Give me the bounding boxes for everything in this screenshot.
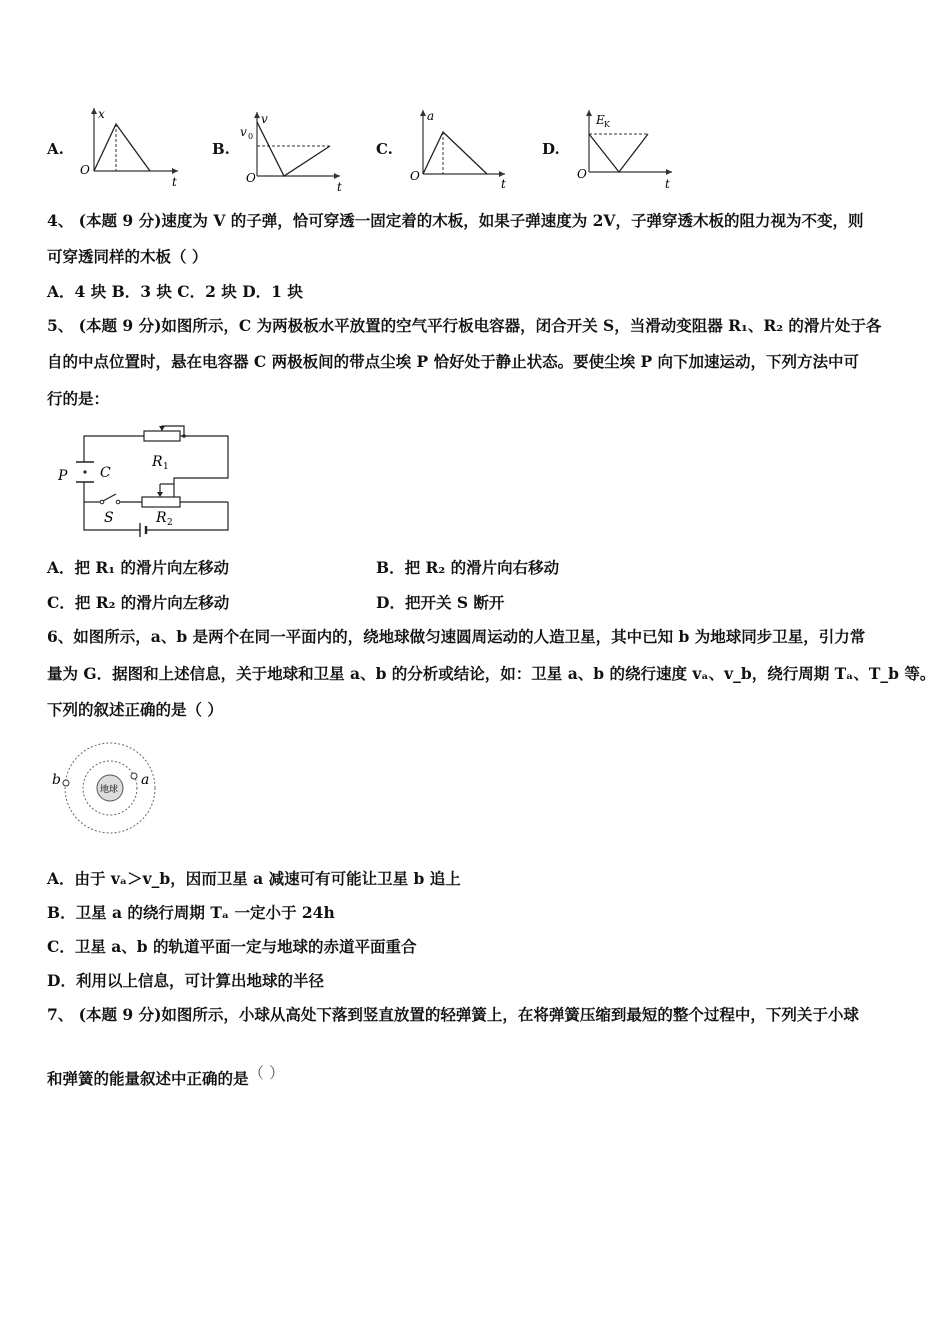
graph-d-origin: O	[577, 167, 587, 181]
graph-d-yaxis-sub: K	[604, 120, 610, 129]
earth-label: 地球	[100, 785, 119, 795]
label-r2: R	[156, 510, 167, 526]
satellite-a	[131, 773, 137, 779]
graph-d	[572, 108, 682, 194]
q4-options[interactable]: A．4 块 B．3 块 C．2 块 D．1 块	[47, 282, 303, 301]
graph-b-yaxis: v	[261, 112, 268, 126]
q4-stem-line2: 可穿透同样的木板（ ）	[47, 247, 208, 266]
graph-c-xaxis: t	[501, 177, 506, 191]
q5-stem-line2: 自的中点位置时，悬在电容器 C 两极板间的带点尘埃 P 恰好处于静止状态。要使尘埃 P 向下加速运动，下列方法中可	[47, 352, 860, 371]
q5-stem-line1: 5、 (本题 9 分)如图所示，C 为两极板水平放置的空气平行板电容器，闭合开关 S，当滑动变阻器 R₁、R₂ 的滑片处于各	[47, 316, 882, 335]
q5-stem-line3: 行的是：	[47, 389, 110, 408]
q6-stem-line2: 量为 G．据图和上述信息，关于地球和卫星 a、b 的分析或结论，如：卫星 a、b 的绕行速度 vₐ、v_b，绕行周期 Tₐ、T_b 等。	[47, 664, 936, 683]
graph-c-line	[423, 132, 487, 174]
q7-stem-line2	[47, 1064, 285, 1090]
q5-option-b[interactable]: B．把 R₂ 的滑片向右移动	[376, 558, 560, 577]
graph-b-xaxis: t	[337, 180, 342, 194]
graph-d-xaxis: t	[665, 177, 670, 191]
resistor-r1	[144, 431, 180, 441]
graph-b-origin: O	[246, 171, 256, 185]
q7-stem-line1: 7、 (本题 9 分)如图所示，小球从高处下落到竖直放置的轻弹簧上，在将弹簧压缩到最短的整个过程中，下列关于小球	[47, 1005, 859, 1024]
graph-a	[78, 104, 188, 190]
label-r1-sub: 1	[163, 462, 169, 472]
label-c: C	[100, 465, 111, 481]
graph-c	[405, 106, 515, 192]
satellite-b	[63, 780, 69, 786]
label-p: P	[58, 468, 68, 484]
option-c-label[interactable]: C.	[376, 140, 393, 158]
label-r2-sub: 2	[167, 518, 173, 528]
graph-c-origin: O	[410, 169, 420, 183]
q4-stem-line1: 4、 (本题 9 分)速度为 V 的子弹，恰可穿透一固定着的木板，如果子弹速度为 2V，子弹穿透木板的阻力视为不变，则	[47, 211, 864, 230]
graph-a-xaxis: t	[172, 175, 177, 189]
orbit-diagram	[48, 740, 164, 838]
q7-answer-paren: （ ）	[248, 1064, 285, 1082]
q6-option-c[interactable]: C．卫星 a、b 的轨道平面一定与地球的赤道平面重合	[47, 937, 417, 956]
q7-stem-text: 和弹簧的能量叙述中正确的是	[47, 1069, 249, 1088]
q6-option-b[interactable]: B．卫星 a 的绕行周期 Tₐ 一定小于 24h	[47, 903, 335, 922]
graph-d-line	[589, 134, 648, 172]
graph-b-v0: v	[240, 125, 247, 139]
graph-c-yaxis: a	[427, 109, 435, 123]
q5-option-d[interactable]: D．把开关 S 断开	[376, 593, 505, 612]
circuit-diagram	[52, 424, 242, 538]
graph-d-yaxis: E	[596, 113, 605, 127]
graph-a-line	[94, 124, 150, 171]
label-r1: R	[152, 454, 163, 470]
option-d-label[interactable]: D.	[542, 140, 560, 158]
option-b-label[interactable]: B.	[212, 140, 230, 158]
label-a: a	[141, 772, 150, 788]
q6-stem-line1: 6、如图所示，a、b 是两个在同一平面内的，绕地球做匀速圆周运动的人造卫星，其中已知 b 为地球同步卫星，引力常	[47, 627, 866, 646]
q6-option-d[interactable]: D．利用以上信息，可计算出地球的半径	[47, 971, 324, 990]
q5-option-c[interactable]: C．把 R₂ 的滑片向左移动	[47, 593, 230, 612]
graph-a-yaxis: x	[98, 107, 105, 121]
dust-particle-p	[83, 470, 86, 473]
graph-b	[240, 110, 350, 196]
graph-b-line	[257, 122, 330, 176]
option-a-label[interactable]: A.	[47, 140, 64, 158]
label-b: b	[52, 772, 61, 788]
q6-option-a[interactable]: A．由于 vₐ＞v_b，因而卫星 a 减速可有可能让卫星 b 追上	[47, 869, 461, 888]
graph-b-v0-sub: 0	[248, 132, 254, 141]
q6-stem-line3: 下列的叙述正确的是（ ）	[47, 700, 223, 719]
q5-option-a[interactable]: A．把 R₁ 的滑片向左移动	[47, 558, 229, 577]
graph-a-origin: O	[80, 163, 90, 177]
label-s: S	[104, 510, 114, 526]
resistor-r2	[142, 497, 180, 507]
